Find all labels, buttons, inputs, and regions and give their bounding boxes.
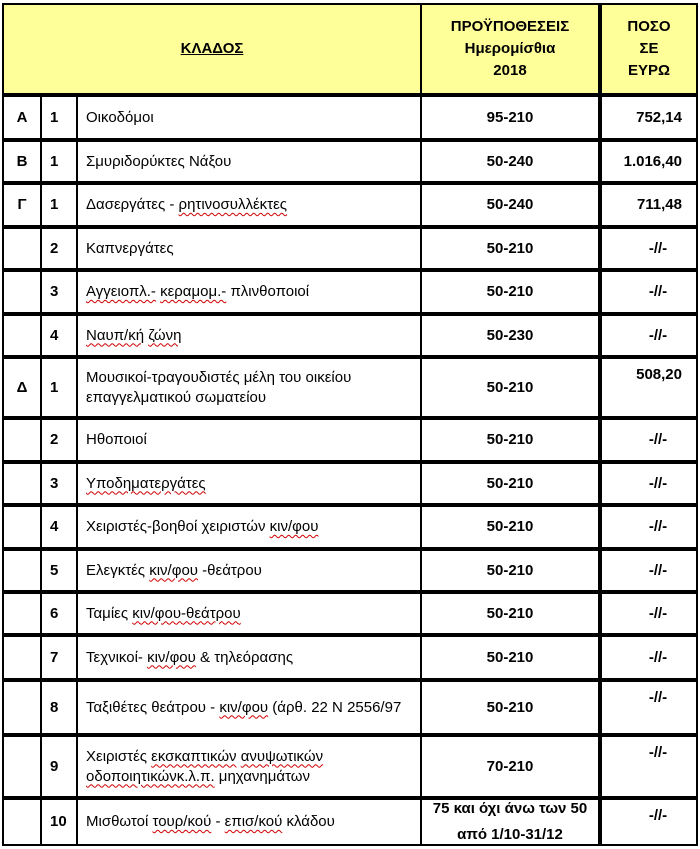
row-amount-cell	[600, 140, 698, 183]
row-amount-cell	[600, 462, 698, 505]
row-number: 6	[50, 604, 59, 622]
row-requirements-cell	[420, 462, 600, 505]
row-number: 1	[50, 196, 59, 213]
header-requirements-cell	[420, 3, 600, 95]
row-amount: 508,20	[636, 366, 682, 383]
row-number-cell	[40, 418, 78, 462]
row-amount: -//-	[648, 431, 668, 448]
row-number: 2	[50, 239, 59, 257]
row-requirements-cell	[420, 227, 600, 270]
row-number: 4	[50, 518, 59, 535]
row-requirements-cell	[420, 592, 600, 635]
row-amount-cell	[600, 505, 698, 549]
row-requirements-cell	[420, 505, 600, 549]
row-requirements-cell	[420, 357, 600, 418]
row-branch-name: Καπνεργάτες	[86, 239, 174, 257]
row-group-letter-cell	[2, 227, 42, 270]
row-amount-cell	[600, 798, 698, 846]
row-number-cell	[40, 95, 78, 140]
row-amount: -//-	[648, 648, 668, 666]
row-amount-cell	[600, 680, 698, 735]
row-requirements-cell	[420, 270, 600, 314]
row-number-cell	[40, 357, 78, 418]
row-group-letter-cell	[2, 95, 42, 140]
row-group-letter-cell	[2, 735, 42, 798]
row-amount: -//-	[648, 744, 668, 761]
row-number: 4	[50, 326, 59, 344]
row-requirements: 75 και όχι άνω των 50 από 1/10-31/12	[432, 800, 588, 843]
row-number-cell	[40, 227, 78, 270]
row-branch-name: Υποδηματεργάτες	[86, 474, 206, 492]
row-number: 9	[50, 757, 59, 775]
row-requirements: 50-210	[486, 431, 534, 448]
row-number: 1	[50, 378, 59, 396]
row-amount: 752,14	[636, 108, 682, 126]
row-amount: -//-	[648, 239, 668, 257]
header-klados-cell	[2, 3, 422, 95]
row-branch-name-cell	[76, 680, 422, 735]
row-branch-name: Μουσικοί-τραγουδιστές μέλη του οικείου επαγγελματικού σωματείου	[86, 368, 352, 406]
row-branch-name-cell	[76, 462, 422, 505]
header-klados: ΚΛΑΔΟΣ	[180, 40, 244, 57]
row-number-cell	[40, 505, 78, 549]
row-branch-name: Τεχνικοί- κιν/φου & τηλεόρασης	[86, 648, 294, 666]
row-requirements: 95-210	[486, 108, 534, 126]
row-amount-cell	[600, 183, 698, 227]
row-branch-name: Χειριστές εκσκαπτικών ανυψωτικών οδοποιητικώνκ.λ.π. μηχανημάτων	[86, 747, 324, 785]
row-number-cell	[40, 680, 78, 735]
row-amount-cell	[600, 549, 698, 592]
row-requirements: 50-210	[486, 604, 534, 622]
row-group-letter: Β	[16, 152, 28, 170]
row-requirements: 50-210	[486, 239, 534, 257]
row-amount-cell	[600, 592, 698, 635]
row-amount-cell	[600, 735, 698, 798]
header-amount-line1: ΠΟΣΟ	[627, 18, 671, 35]
row-requirements: 50-210	[486, 698, 534, 716]
row-requirements-cell	[420, 680, 600, 735]
row-number: 1	[50, 152, 59, 170]
row-requirements-cell	[420, 635, 600, 680]
row-amount-cell	[600, 418, 698, 462]
row-branch-name-cell	[76, 798, 422, 846]
row-group-letter-cell	[2, 314, 42, 357]
row-number: 3	[50, 474, 59, 492]
row-group-letter-cell	[2, 462, 42, 505]
row-branch-name: Οικοδόμοι	[86, 108, 154, 126]
row-requirements-cell	[420, 418, 600, 462]
row-number-cell	[40, 314, 78, 357]
header-requirements-line2: Ημερομίσθια	[464, 40, 556, 57]
row-requirements-cell	[420, 95, 600, 140]
row-requirements: 50-210	[486, 378, 534, 396]
row-branch-name-cell	[76, 549, 422, 592]
row-group-letter-cell	[2, 270, 42, 314]
row-requirements-cell	[420, 735, 600, 798]
row-number: 8	[50, 698, 59, 716]
row-requirements-cell	[420, 798, 600, 846]
row-amount-cell	[600, 227, 698, 270]
row-branch-name-cell	[76, 418, 422, 462]
row-branch-name-cell	[76, 635, 422, 680]
row-requirements: 50-210	[486, 561, 534, 579]
row-amount: -//-	[648, 474, 668, 492]
row-number-cell	[40, 592, 78, 635]
row-amount-cell	[600, 635, 698, 680]
row-amount: -//-	[648, 604, 668, 622]
row-group-letter-cell	[2, 549, 42, 592]
header-requirements-line1: ΠΡΟΫΠΟΘΕΣΕΙΣ	[450, 18, 570, 35]
row-requirements-cell	[420, 549, 600, 592]
row-requirements: 50-240	[486, 196, 534, 213]
row-requirements: 50-210	[486, 648, 534, 666]
row-requirements: 50-210	[486, 474, 534, 492]
row-group-letter-cell	[2, 418, 42, 462]
header-amount-line2: ΣΕ	[639, 40, 659, 57]
row-requirements: 50-210	[486, 283, 534, 300]
row-number: 5	[50, 561, 59, 579]
row-branch-name-cell	[76, 314, 422, 357]
row-group-letter-cell	[2, 505, 42, 549]
row-group-letter-cell	[2, 183, 42, 227]
row-requirements: 50-230	[486, 326, 534, 344]
row-amount-cell	[600, 95, 698, 140]
row-requirements: 70-210	[486, 757, 534, 775]
row-group-letter-cell	[2, 635, 42, 680]
row-branch-name: Ταξιθέτες θεάτρου - κιν/φου (άρθ. 22 Ν 2556/97	[86, 698, 402, 716]
row-number-cell	[40, 798, 78, 846]
row-branch-name-cell	[76, 227, 422, 270]
row-amount: -//-	[648, 518, 668, 535]
row-branch-name: Ελεγκτές κιν/φου -θεάτρου	[86, 561, 262, 579]
row-group-letter-cell	[2, 592, 42, 635]
row-requirements-cell	[420, 183, 600, 227]
row-requirements-cell	[420, 140, 600, 183]
row-amount: -//-	[648, 283, 668, 300]
row-number: 2	[50, 431, 59, 448]
row-amount: -//-	[648, 326, 668, 344]
row-number-cell	[40, 635, 78, 680]
row-number-cell	[40, 183, 78, 227]
row-amount-cell	[600, 314, 698, 357]
header-amount-cell	[600, 3, 698, 95]
header-requirements-line3: 2018	[493, 62, 527, 79]
row-number-cell	[40, 735, 78, 798]
row-group-letter: Α	[16, 108, 28, 126]
header-amount-line3: ΕΥΡΩ	[627, 62, 671, 79]
row-amount: -//-	[648, 689, 668, 706]
row-amount: 711,48	[636, 196, 682, 213]
row-group-letter-cell	[2, 140, 42, 183]
row-branch-name: Σμυριδορύκτες Νάξου	[86, 152, 232, 170]
row-branch-name: Αγγειοπλ.- κεραμομ.- πλινθοποιοί	[86, 283, 310, 300]
row-requirements-cell	[420, 314, 600, 357]
row-group-letter-cell	[2, 680, 42, 735]
branches-table	[2, 3, 698, 846]
row-branch-name: Ναυπ/κή ζώνη	[86, 326, 182, 344]
row-amount: 1.016,40	[623, 152, 682, 170]
row-branch-name: Ταμίες κιν/φου-θεάτρου	[86, 604, 241, 622]
row-branch-name-cell	[76, 357, 422, 418]
row-number-cell	[40, 270, 78, 314]
row-number-cell	[40, 462, 78, 505]
row-branch-name: Χειριστές-βοηθοί χειριστών κιν/φου	[86, 518, 319, 535]
row-branch-name-cell	[76, 592, 422, 635]
row-branch-name-cell	[76, 140, 422, 183]
row-number: 3	[50, 283, 59, 300]
row-requirements: 50-240	[486, 152, 534, 170]
row-number: 10	[50, 813, 67, 830]
row-branch-name-cell	[76, 505, 422, 549]
row-group-letter-cell	[2, 357, 42, 418]
row-branch-name-cell	[76, 735, 422, 798]
row-amount: -//-	[648, 807, 668, 824]
row-branch-name-cell	[76, 183, 422, 227]
row-number: 1	[50, 108, 59, 126]
row-number-cell	[40, 140, 78, 183]
row-number-cell	[40, 549, 78, 592]
row-requirements: 50-210	[486, 518, 534, 535]
row-number: 7	[50, 648, 59, 666]
row-branch-name: Μισθωτοί τουρ/κού - επισ/κού κλάδου	[86, 813, 335, 830]
row-amount-cell	[600, 270, 698, 314]
row-branch-name: Ηθοποιοί	[86, 431, 147, 448]
row-amount: -//-	[648, 561, 668, 579]
row-branch-name: Δασεργάτες - ρητινοσυλλέκτες	[86, 196, 287, 213]
row-group-letter-cell	[2, 798, 42, 846]
row-group-letter: Γ	[17, 196, 27, 213]
row-group-letter: Δ	[16, 378, 28, 396]
row-branch-name-cell	[76, 95, 422, 140]
row-branch-name-cell	[76, 270, 422, 314]
row-amount-cell	[600, 357, 698, 418]
